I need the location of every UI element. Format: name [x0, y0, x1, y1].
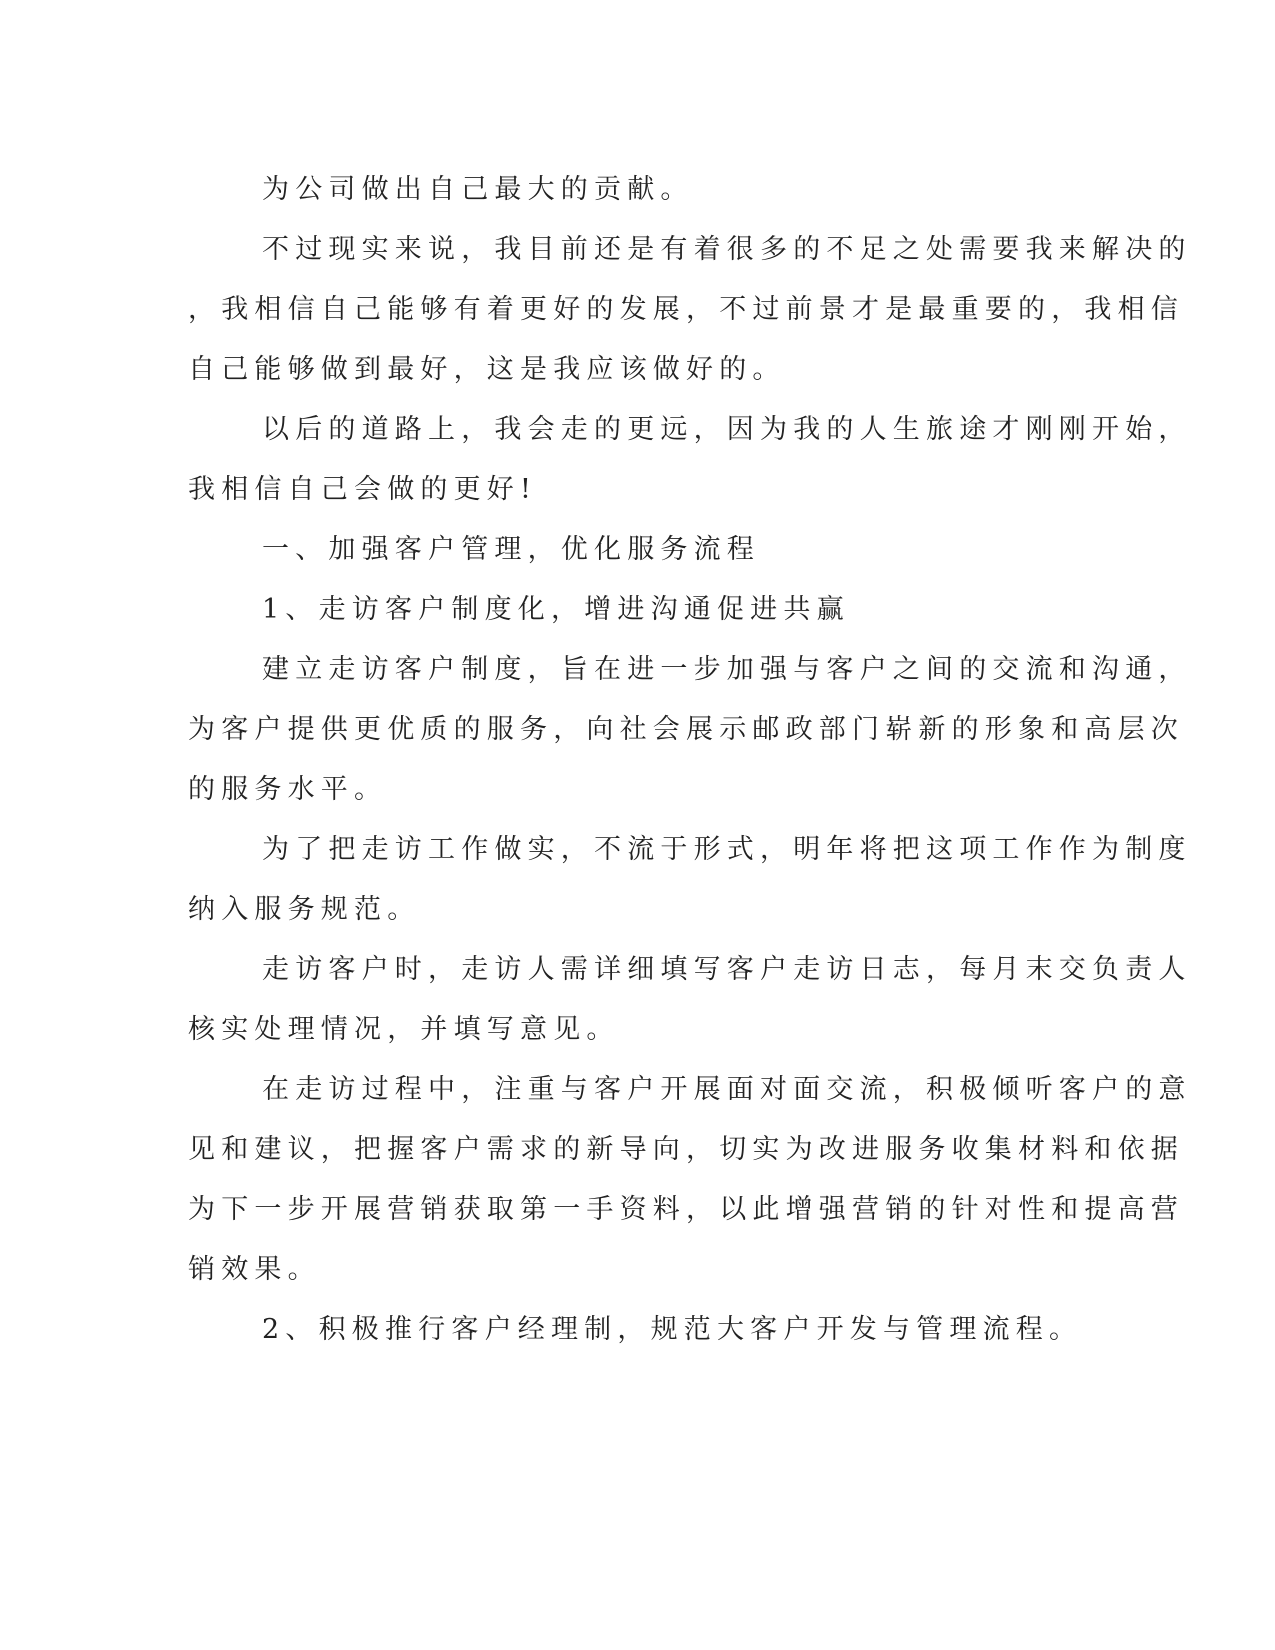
text-line: 为公司做出自己最大的贡献。: [262, 174, 694, 205]
paragraph: [188, 580, 1068, 640]
document-body: [188, 160, 1192, 1360]
text-line: 2、积极推行客户经理制，规范大客户开发与管理流程。: [262, 1314, 1083, 1345]
text-line: 为了把走访工作做实，不流于形式，明年将把这项工作作为制度: [262, 834, 1192, 865]
text-line: 在走访过程中，注重与客户开展面对面交流，积极倾听客户的意: [262, 1074, 1192, 1105]
paragraph: [188, 1300, 1083, 1360]
paragraph: [188, 160, 1068, 220]
text-line: 自己能够做到最好，这是我应该做好的。: [188, 354, 786, 385]
text-line: 的服务水平。: [188, 774, 388, 805]
paragraph: [188, 1060, 1192, 1300]
paragraph: [188, 940, 1192, 1060]
paragraph: [188, 220, 1192, 400]
text-line: ，我相信自己能够有着更好的发展，不过前景才是最重要的，我相信: [188, 294, 1184, 325]
paragraph: [188, 400, 1192, 520]
text-line: 见和建议，把握客户需求的新导向，切实为改进服务收集材料和依据: [188, 1134, 1184, 1165]
paragraph: [188, 520, 1068, 580]
text-line: 不过现实来说，我目前还是有着很多的不足之处需要我来解决的: [262, 234, 1192, 265]
text-line: 以后的道路上，我会走的更远，因为我的人生旅途才刚刚开始，: [262, 414, 1192, 445]
text-line: 为下一步开展营销获取第一手资料，以此增强营销的针对性和提高营: [188, 1194, 1184, 1225]
text-line: 建立走访客户制度，旨在进一步加强与客户之间的交流和沟通，: [262, 654, 1192, 685]
paragraph: [188, 820, 1192, 940]
text-line: 一、加强客户管理，优化服务流程: [262, 534, 760, 565]
text-line: 销效果。: [188, 1254, 321, 1285]
text-line: 1、走访客户制度化，增进沟通促进共赢: [262, 594, 850, 625]
paragraph: [188, 640, 1192, 820]
text-line: 我相信自己会做的更好!: [188, 474, 538, 505]
text-line: 走访客户时，走访人需详细填写客户走访日志，每月末交负责人: [262, 954, 1192, 985]
text-line: 为客户提供更优质的服务，向社会展示邮政部门崭新的形象和高层次: [188, 714, 1184, 745]
text-line: 核实处理情况，并填写意见。: [188, 1014, 620, 1045]
text-line: 纳入服务规范。: [188, 894, 421, 925]
